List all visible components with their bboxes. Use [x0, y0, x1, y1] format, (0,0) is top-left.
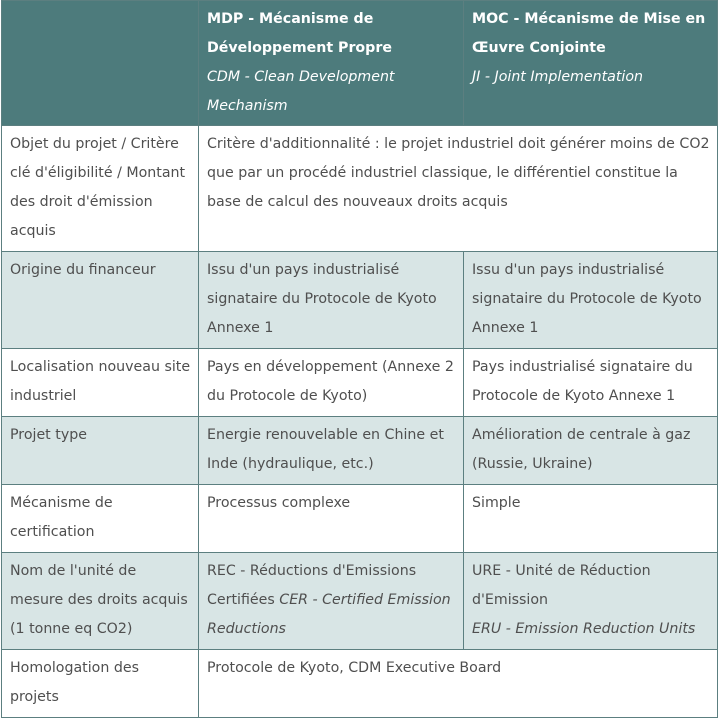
cell-objet-merged: Critère d'additionnalité : le projet industriel doit générer moins de CO2 que par un procédé industriel classique, le différentiel constitue la base de calcul des nouveaux droits acquis — [199, 126, 718, 252]
header-moc-subtitle: JI - Joint Implementation — [472, 69, 644, 85]
header-moc — [464, 1, 718, 126]
header-moc-title: MOC - Mécanisme de Mise en Œuvre Conjointe — [472, 11, 706, 56]
cell-projet-type-moc: Amélioration de centrale à gaz (Russie, Ukraine) — [464, 417, 718, 485]
cell-projet-type-mdp: Energie renouvelable en Chine et Inde (hydraulique, etc.) — [199, 417, 464, 485]
row-label-projet-type: Projet type — [2, 417, 199, 485]
row-label-origine: Origine du financeur — [2, 252, 199, 349]
cell-mecanisme-mdp: Processus complexe — [199, 485, 464, 553]
header-mdp — [199, 1, 464, 126]
header-empty-cell — [2, 1, 199, 126]
row-label-objet: Objet du projet / Critère clé d'éligibilité / Montant des droit d'émission acquis — [2, 126, 199, 252]
table-row-localisation — [2, 349, 718, 417]
cell-unite-mdp-main: REC - Réductions d'Emissions Certifiées — [207, 563, 417, 608]
header-mdp-title: MDP - Mécanisme de Développement Propre — [207, 11, 392, 56]
row-label-localisation: Localisation nouveau site industriel — [2, 349, 199, 417]
header-mdp-subtitle: CDM - Clean Development Mechanism — [207, 69, 395, 114]
table-row-unite — [2, 553, 718, 650]
cell-unite-moc-main: URE - Unité de Réduction d'Emission — [472, 563, 651, 608]
row-label-homologation: Homologation des projets — [2, 650, 199, 718]
row-label-unite: Nom de l'unité de mesure des droits acquis (1 tonne eq CO2) — [2, 553, 199, 650]
table-header-row — [2, 1, 718, 126]
cell-unite-mdp-italic: CER - Certified Emission Reductions — [207, 592, 451, 637]
cell-unite-moc — [464, 553, 718, 650]
cell-mecanisme-moc: Simple — [464, 485, 718, 553]
table-row-mecanisme — [2, 485, 718, 553]
cell-unite-mdp — [199, 553, 464, 650]
table-row-objet — [2, 126, 718, 252]
cell-unite-moc-italic: ERU - Emission Reduction Units — [472, 621, 696, 637]
table-row-projet-type — [2, 417, 718, 485]
table-row-origine — [2, 252, 718, 349]
row-label-mecanisme: Mécanisme de certification — [2, 485, 199, 553]
cell-origine-moc: Issu d'un pays industrialisé signataire du Protocole de Kyoto Annexe 1 — [464, 252, 718, 349]
table-row-homologation — [2, 650, 718, 718]
comparison-table — [1, 0, 718, 718]
cell-homologation-merged: Protocole de Kyoto, CDM Executive Board — [199, 650, 718, 718]
cell-localisation-mdp: Pays en développement (Annexe 2 du Protocole de Kyoto) — [199, 349, 464, 417]
cell-origine-mdp: Issu d'un pays industrialisé signataire du Protocole de Kyoto Annexe 1 — [199, 252, 464, 349]
cell-localisation-moc: Pays industrialisé signataire du Protocole de Kyoto Annexe 1 — [464, 349, 718, 417]
